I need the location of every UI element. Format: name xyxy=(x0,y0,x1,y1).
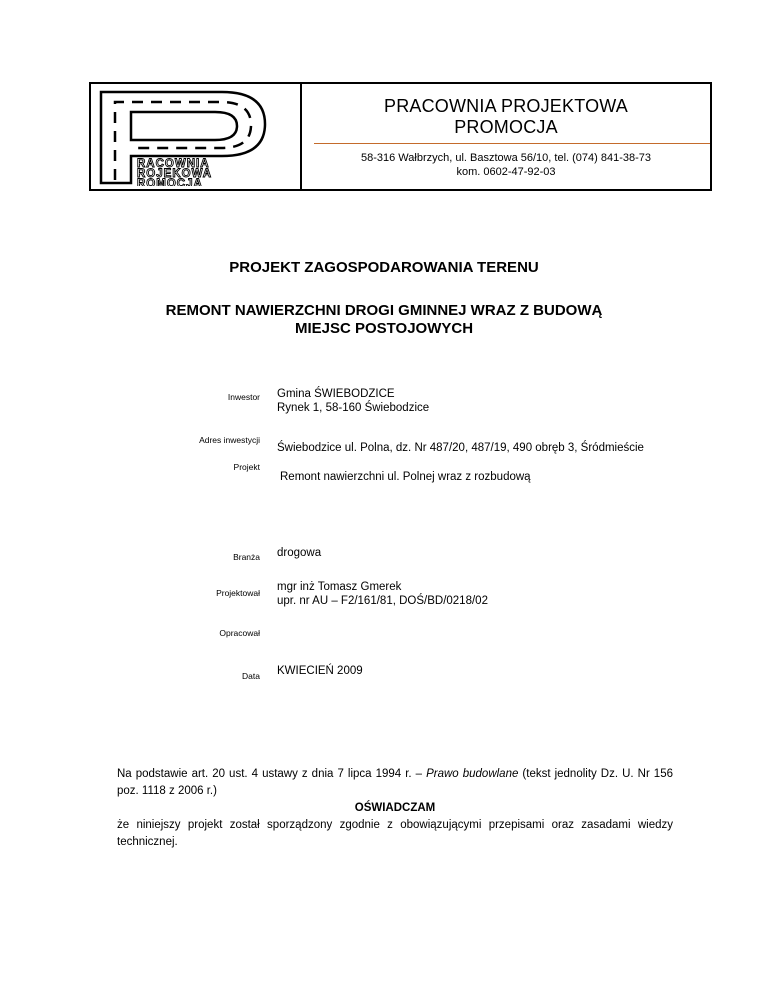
address-line2: kom. 0602-47-92-03 xyxy=(456,166,556,178)
statement-declare: OŚWIADCZAM xyxy=(354,802,436,814)
projekt-label: Projekt xyxy=(233,462,260,472)
logo-p-road-icon xyxy=(97,88,297,186)
document-subtitle xyxy=(90,302,678,338)
inwestor-address: Rynek 1, 58-160 Świebodzice xyxy=(277,402,430,414)
logo-text-3: ROMOCJA xyxy=(137,178,203,186)
projektowal-license: upr. nr AU – F2/161/81, DOŚ/BD/0218/02 xyxy=(277,595,488,607)
adres-value: Świebodzice ul. Polna, dz. Nr 487/20, 487/19, 490 obręb 3, Śródmieście xyxy=(277,442,644,454)
opracowal-label: Opracował xyxy=(219,628,260,638)
subtitle-line2: MIEJSC POSTOJOWYCH xyxy=(294,320,474,337)
inwestor-name: Gmina ŚWIEBODZICE xyxy=(277,388,395,400)
company-logo xyxy=(91,84,302,189)
address-line1: 58-316 Wałbrzych, ul. Basztowa 56/10, tel. (074) 841-38-73 xyxy=(360,152,652,164)
divider xyxy=(314,143,710,144)
company-name-line1: PRACOWNIA PROJEKTOWA xyxy=(383,96,629,116)
company-info xyxy=(302,84,710,189)
projektowal-name: mgr inż Tomasz Gmerek xyxy=(277,581,402,593)
statement-law-name: Prawo budowlane xyxy=(426,768,519,780)
logo-text-2: ROJEKOWA xyxy=(137,168,213,180)
company-address xyxy=(302,151,710,179)
branza-label: Branża xyxy=(233,552,260,562)
data-label: Data xyxy=(242,671,260,681)
subtitle-line1: REMONT NAWIERZCHNI DROGI GMINNEJ WRAZ Z BUDOWĄ xyxy=(165,302,603,319)
company-name xyxy=(302,96,710,138)
statement xyxy=(117,766,673,851)
statement-intro-text: Na podstawie art. 20 ust. 4 ustawy z dnia 7 lipca 1994 r. – xyxy=(117,768,427,780)
projekt-value: Remont nawierzchni ul. Polnej wraz z rozbudową xyxy=(280,471,531,483)
projektowal-label: Projektował xyxy=(216,588,260,598)
document-title: PROJEKT ZAGOSPODAROWANIA TERENU xyxy=(229,259,539,276)
branza-value: drogowa xyxy=(277,547,322,559)
adres-label: Adres inwestycji xyxy=(199,435,260,445)
company-name-line2: PROMOCJA xyxy=(454,117,558,137)
inwestor-label: Inwestor xyxy=(227,392,260,402)
statement-intro-rest: (tekst jednolity Dz. U. Nr 156 poz. 1118 z 2006 r.) xyxy=(117,768,673,797)
data-value: KWIECIEŃ 2009 xyxy=(277,665,363,677)
logo-text-1: RACOWNIA xyxy=(137,158,210,170)
letterhead xyxy=(89,82,712,191)
statement-intro xyxy=(117,766,673,800)
projektowal-value xyxy=(277,580,488,608)
statement-body: że niniejszy projekt został sporządzony zgodnie z obowiązującymi przepisami oraz zasadami wiedzy technicznej. xyxy=(117,819,673,848)
inwestor-value xyxy=(277,387,429,415)
